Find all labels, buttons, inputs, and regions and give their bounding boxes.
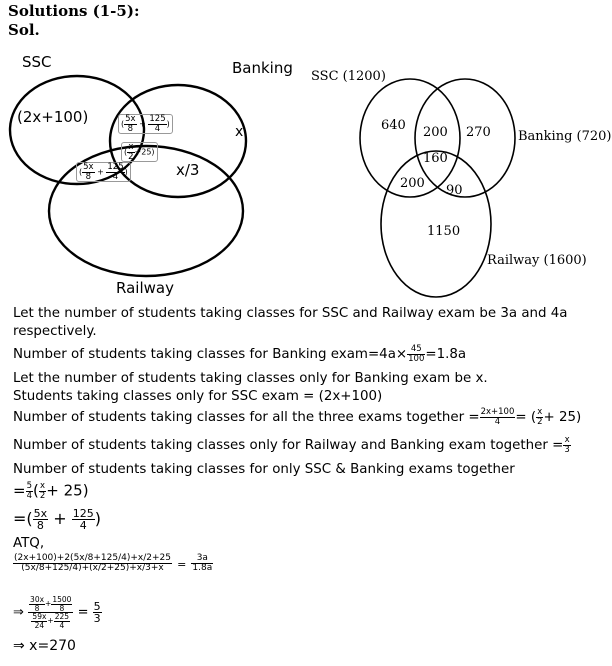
solution-line-10: =( $\frac{5x}{8}$ + $\frac{125}{4}$ ) (13, 507, 101, 532)
solution-line-8: Number of students taking classes for only SSC & Banking exams together (13, 462, 515, 477)
solution-line-6: Number of students taking classes for all the three exams together = $\frac{2x+100}{4}$ = ( $\frac{x}{2}$ + 25) (13, 407, 582, 427)
venn-right-bank-rail: 90 (446, 183, 463, 198)
solution-line-2: respectively. (13, 324, 97, 339)
venn-right-banking-label: Banking (720) (518, 129, 612, 144)
atq-equation: $\frac{(2x+100)+2(5x/8+125/4)+x/2+25}{(5x/8+125/4)+(x/2+25)+x/3+x}$ = $\frac{3a}{1.8a}$ (14, 553, 213, 573)
sol-label: Sol. (8, 21, 40, 39)
venn-label-banking: Banking (232, 59, 293, 77)
venn-right-ssc-rail: 200 (400, 176, 425, 191)
venn-right-ssc-only: 640 (381, 118, 406, 133)
solution-line-1: Let the number of students taking classes for SSC and Railway exam be 3a and 4a (13, 306, 568, 321)
venn-ssc-rail: ( $\frac{5x}{8}$ + $\frac{125}{4}$ ) (76, 162, 131, 182)
venn-right-ssc-bank: 200 (423, 125, 448, 140)
venn-banking-only: x (235, 124, 244, 140)
venn-ssc-bank: ( $\frac{5x}{8}$ + $\frac{125}{4}$ ) (118, 114, 173, 134)
venn-label-railway: Railway (116, 279, 174, 297)
venn-right-all-three: 160 (423, 151, 448, 166)
solution-line-3: Number of students taking classes for Banking exam=4a× $\frac{45}{100}$ =1.8a (13, 344, 467, 364)
solution-line-4: Let the number of students taking classes only for Banking exam be x. (13, 371, 488, 386)
venn-all-three: ( $\frac{x}{2}$ +25) (121, 142, 158, 162)
venn-diagram-left (0, 50, 320, 300)
venn-right-railway-only: 1150 (427, 224, 461, 239)
solution-line-5: Students taking classes only for SSC exam = (2x+100) (13, 389, 383, 404)
venn-right-ssc-label: SSC (1200) (311, 69, 386, 84)
venn-label-ssc: SSC (22, 53, 52, 71)
solutions-title: Solutions (1-5): (8, 2, 140, 20)
solution-step: ⇒ $\frac{30x}{8}$ + $\frac{1500}{8}$ $\frac{59x}{24}$ + $\frac{225}{4}$ = $\frac{5}{3}$ (13, 595, 101, 630)
venn-bank-rail: x/3 (176, 161, 200, 179)
atq-label: ATQ, (13, 536, 45, 551)
solution-line-7: Number of students taking classes only for Railway and Banking exam together = $\frac{x}{3}$ (13, 435, 570, 455)
answer: ⇒ x=270 (13, 638, 76, 654)
venn-right-banking-only: 270 (466, 125, 491, 140)
venn-ssc-only: (2x+100) (17, 108, 89, 126)
venn-right-railway-label: Railway (1600) (487, 253, 587, 268)
solution-line-9: = $\frac{5}{4}$ ( $\frac{x}{2}$ + 25) (13, 481, 89, 501)
